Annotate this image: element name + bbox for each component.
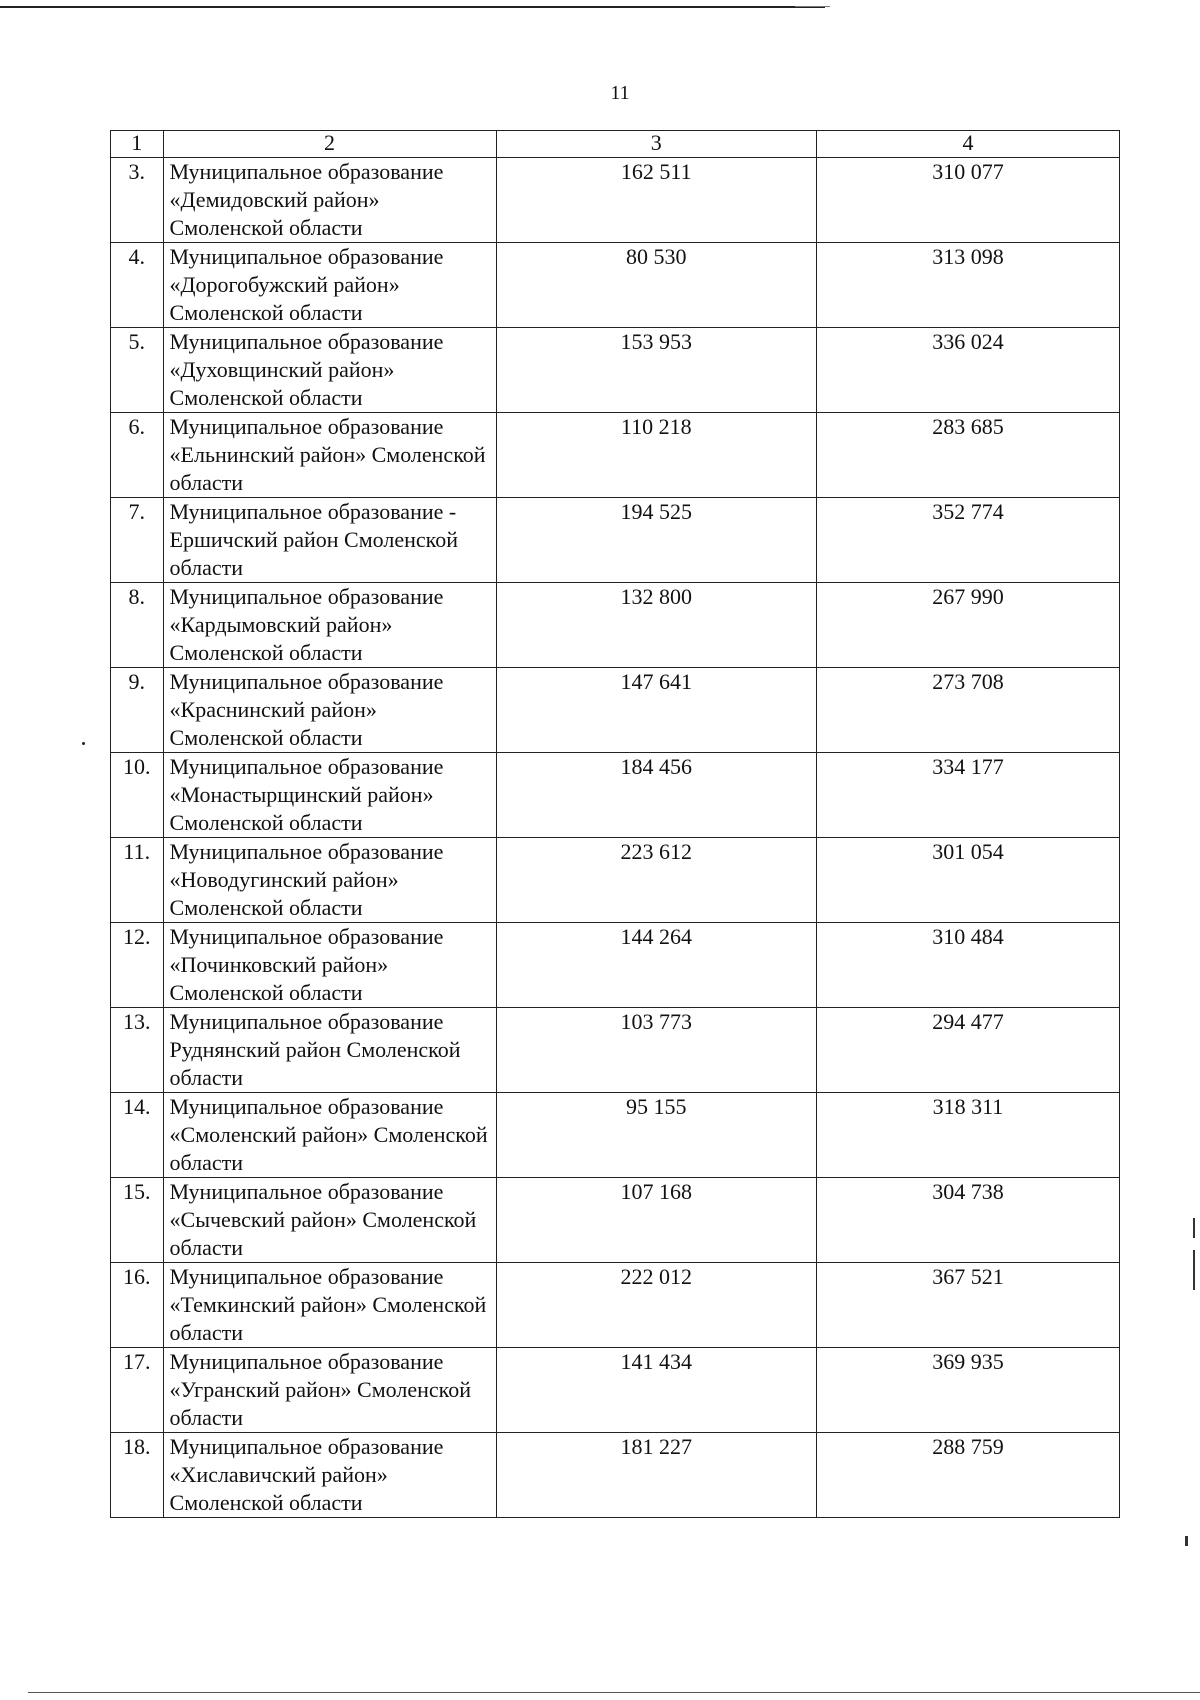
municipality-name: Муниципальное образование Руднянский район Смоленской области [163,1008,496,1093]
table-row [111,413,1120,498]
value-column-4: 352 774 [816,498,1119,583]
table-row [111,1348,1120,1433]
scan-border-line [28,1692,1200,1693]
municipality-name: Муниципальное образование «Новодугинский район» Смоленской области [163,838,496,923]
row-number: 3. [111,158,164,243]
value-column-3: 194 525 [496,498,816,583]
column-number-4: 4 [816,131,1119,158]
row-number: 8. [111,583,164,668]
municipality-name: Муниципальное образование «Ельнинский район» Смоленской области [163,413,496,498]
table-row [111,1433,1120,1518]
row-number: 16. [111,1263,164,1348]
value-column-3: 132 800 [496,583,816,668]
value-column-3: 107 168 [496,1178,816,1263]
municipality-name: Муниципальное образование «Починковский район» Смоленской области [163,923,496,1008]
table-row [111,158,1120,243]
table-row [111,1178,1120,1263]
municipality-name: Муниципальное образование «Темкинский район» Смоленской области [163,1263,496,1348]
value-column-4: 304 738 [816,1178,1119,1263]
table-row [111,1008,1120,1093]
municipality-name: Муниципальное образование «Дорогобужский район» Смоленской области [163,243,496,328]
row-number: 4. [111,243,164,328]
value-column-4: 310 077 [816,158,1119,243]
value-column-4: 313 098 [816,243,1119,328]
scan-mark [1193,1250,1195,1290]
page-number: 11 [610,82,630,104]
row-number: 12. [111,923,164,1008]
table-row [111,753,1120,838]
row-number: 6. [111,413,164,498]
municipality-name: Муниципальное образование «Кардымовский район» Смоленской области [163,583,496,668]
row-number: 11. [111,838,164,923]
table-row [111,243,1120,328]
value-column-3: 162 511 [496,158,816,243]
row-number: 7. [111,498,164,583]
municipality-name: Муниципальное образование «Краснинский район» Смоленской области [163,668,496,753]
allocation-table [110,130,1120,1518]
row-number: 5. [111,328,164,413]
municipality-name: Муниципальное образование «Хиславичский район» Смоленской области [163,1433,496,1518]
column-number-2: 2 [163,131,496,158]
scan-border-line [0,6,825,8]
row-number: 10. [111,753,164,838]
scan-speck [82,742,85,745]
scan-mark [1193,1218,1195,1238]
table-row [111,583,1120,668]
value-column-4: 336 024 [816,328,1119,413]
scan-mark [1185,1536,1188,1546]
table-body [111,158,1120,1518]
value-column-3: 80 530 [496,243,816,328]
row-number: 14. [111,1093,164,1178]
value-column-4: 273 708 [816,668,1119,753]
table-row [111,498,1120,583]
municipality-name: Муниципальное образование - Ершичский район Смоленской области [163,498,496,583]
value-column-4: 288 759 [816,1433,1119,1518]
value-column-4: 294 477 [816,1008,1119,1093]
value-column-3: 147 641 [496,668,816,753]
value-column-3: 110 218 [496,413,816,498]
value-column-3: 144 264 [496,923,816,1008]
value-column-3: 141 434 [496,1348,816,1433]
value-column-3: 153 953 [496,328,816,413]
municipality-name: Муниципальное образование «Духовщинский район» Смоленской области [163,328,496,413]
value-column-4: 318 311 [816,1093,1119,1178]
table-header-row [111,131,1120,158]
value-column-4: 301 054 [816,838,1119,923]
table-row [111,923,1120,1008]
value-column-3: 223 612 [496,838,816,923]
municipality-name: Муниципальное образование «Смоленский район» Смоленской области [163,1093,496,1178]
value-column-3: 95 155 [496,1093,816,1178]
value-column-4: 334 177 [816,753,1119,838]
column-number-3: 3 [496,131,816,158]
row-number: 18. [111,1433,164,1518]
column-number-1: 1 [111,131,164,158]
table-row [111,1093,1120,1178]
table-row [111,328,1120,413]
municipality-name: Муниципальное образование «Монастырщинский район» Смоленской области [163,753,496,838]
municipality-name: Муниципальное образование «Угранский район» Смоленской области [163,1348,496,1433]
value-column-4: 283 685 [816,413,1119,498]
table-row [111,1263,1120,1348]
value-column-3: 103 773 [496,1008,816,1093]
value-column-3: 184 456 [496,753,816,838]
value-column-4: 267 990 [816,583,1119,668]
row-number: 13. [111,1008,164,1093]
row-number: 17. [111,1348,164,1433]
value-column-4: 310 484 [816,923,1119,1008]
value-column-3: 222 012 [496,1263,816,1348]
row-number: 9. [111,668,164,753]
value-column-4: 367 521 [816,1263,1119,1348]
municipality-name: Муниципальное образование «Демидовский район» Смоленской области [163,158,496,243]
municipality-name: Муниципальное образование «Сычевский район» Смоленской области [163,1178,496,1263]
table-row [111,668,1120,753]
value-column-4: 369 935 [816,1348,1119,1433]
scan-border-line [795,6,830,7]
value-column-3: 181 227 [496,1433,816,1518]
row-number: 15. [111,1178,164,1263]
table-row [111,838,1120,923]
